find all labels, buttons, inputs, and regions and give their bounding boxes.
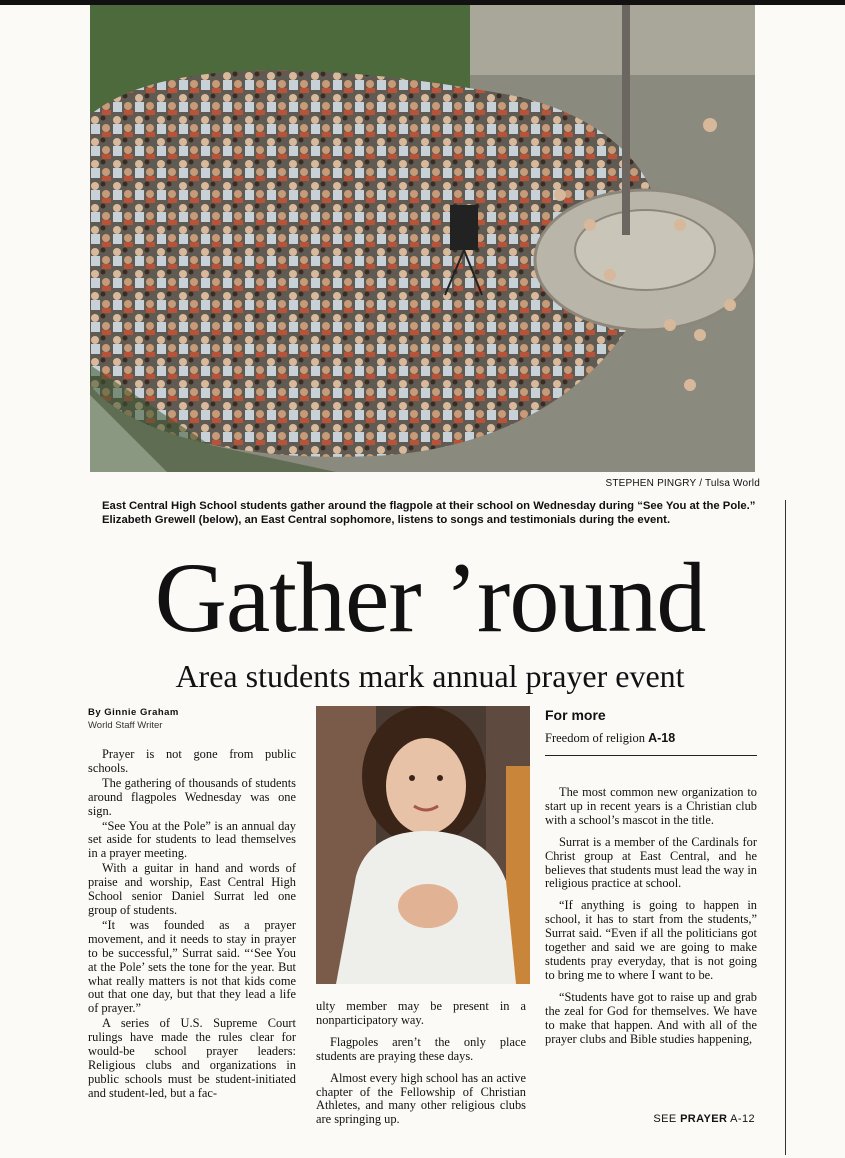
byline-author: By Ginnie Graham <box>88 707 179 718</box>
article-column-2 <box>316 1000 526 1127</box>
for-more-link[interactable] <box>545 731 675 746</box>
jump-prefix: SEE <box>653 1113 677 1125</box>
portrait-photo <box>316 706 530 984</box>
for-more-divider <box>545 755 757 756</box>
paragraph: The most common new organization to start up in recent years is a Christian club with a school’s mascot in the title. <box>545 785 757 827</box>
paragraph: Surrat is a member of the Cardinals for Christ group at East Central, and he believes that students must lead the way in religious practice at school. <box>545 834 757 891</box>
paragraph: The gathering of thousands of students around flagpoles Wednesday was one sign. <box>88 775 296 818</box>
paragraph: Prayer is not gone from public schools. <box>88 747 296 775</box>
jump-keyword: PRAYER <box>680 1113 728 1125</box>
photo-caption: East Central High School students gather around the flagpole at their school on Wednesday during “See You at the Pole.” Elizabeth Grewell (below), an East Central sophomore, listens to songs and testimonials during the event. <box>102 500 756 526</box>
photo-credit: STEPHEN PINGRY / Tulsa World <box>605 478 760 489</box>
for-more-title: For more <box>545 707 606 723</box>
paragraph: “It was founded as a prayer movement, and it needs to stay in prayer to be successful,” Surrat said. “‘See You at the Pole’ sets the tone for the year. But what really matters is not that kids come out that one day, but that they lead a life of prayer.” <box>88 917 296 1016</box>
paragraph: “Students have got to raise up and grab the zeal for God for themselves. We have to make that happen. And with all of the prayer clubs and Bible studies happening, <box>545 989 757 1046</box>
headline: Gather ’round <box>154 542 706 653</box>
crowd-photo <box>90 5 755 472</box>
for-more-link-page: A-18 <box>648 731 676 745</box>
page-right-edge <box>785 500 786 1155</box>
jump-line[interactable] <box>590 1113 755 1125</box>
paragraph: A series of U.S. Supreme Court rulings have made the rules clear for would-be school prayer leaders: Religious clubs and organizations in public schools must be student-initiated and student-led, but a fac- <box>88 1016 296 1100</box>
jump-page: A-12 <box>730 1113 755 1125</box>
paragraph: Almost every high school has an active chapter of the Fellowship of Christian Athletes, and many other religious clubs are springing up. <box>316 1070 526 1127</box>
subheadline: Area students mark annual prayer event <box>175 658 685 694</box>
paragraph: “See You at the Pole” is an annual day set aside for students to lead themselves in a prayer meeting. <box>88 818 296 861</box>
article-column-1 <box>88 748 296 1101</box>
for-more-link-text: Freedom of religion <box>545 731 645 745</box>
byline-staff: World Staff Writer <box>88 720 163 731</box>
paragraph: “If anything is going to happen in school, it has to start from the students,” Surrat said. “Even if all the politicians got together and said we are going to make students pray everyday, that is not going to bring me to where I want to be. <box>545 898 757 982</box>
article-column-3 <box>545 786 757 1046</box>
paragraph: Flagpoles aren’t the only place students are praying these days. <box>316 1034 526 1063</box>
paragraph: ulty member may be present in a nonparticipatory way. <box>316 999 526 1027</box>
paragraph: With a guitar in hand and words of praise and worship, East Central High School senior Daniel Surrat led one group of students. <box>88 861 296 917</box>
